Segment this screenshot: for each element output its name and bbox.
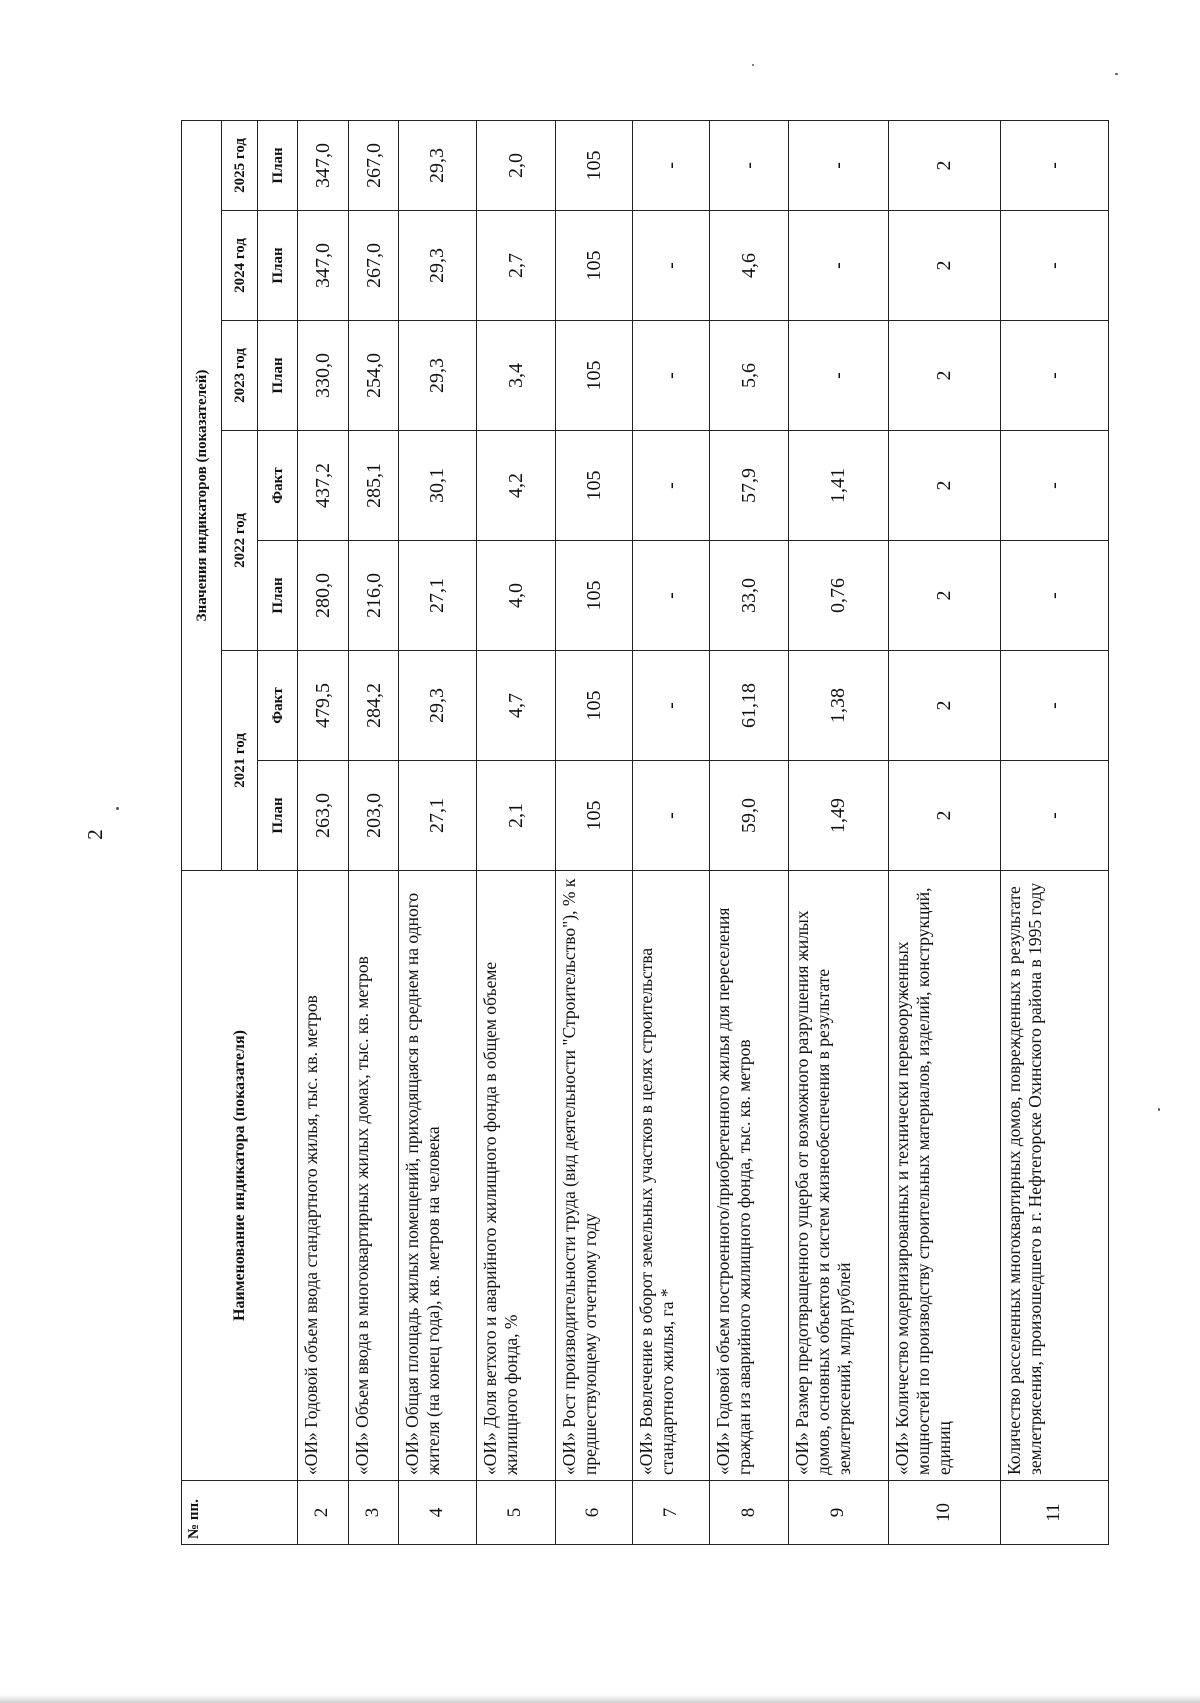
value-2021-fact: 29,3 [399, 651, 476, 761]
value-2023-plan: 105 [555, 321, 632, 431]
scan-speck [1158, 1108, 1160, 1111]
table-row [1000, 120, 1108, 1544]
row-number: 6 [555, 1481, 632, 1545]
value-2022-plan: 216,0 [348, 541, 399, 651]
table-row [888, 120, 1000, 1544]
value-2024-plan: - [1000, 211, 1108, 321]
value-2022-plan: - [632, 541, 709, 651]
table-row [632, 120, 709, 1544]
header-indicator-name: Наименование индикатора (показателя) [182, 871, 298, 1481]
indicator-name: «ОИ» Общая площадь жилых помещений, приходящаяся в среднем на одного жителя (на конец года), кв. метров на человека [399, 871, 476, 1481]
row-number: 5 [476, 1481, 555, 1545]
value-2021-plan: - [632, 761, 709, 871]
header-2022-plan: План [258, 541, 298, 651]
value-2021-fact: 479,5 [298, 651, 349, 761]
header-year-2024: 2024 год [222, 211, 258, 321]
header-year-2022: 2022 год [222, 431, 258, 651]
header-2025-plan: План [258, 120, 298, 210]
value-2023-plan: 5,6 [710, 321, 789, 431]
indicators-table [181, 120, 1109, 1545]
value-2024-plan: 29,3 [399, 211, 476, 321]
value-2024-plan: - [789, 211, 888, 321]
value-2021-fact: - [1000, 651, 1108, 761]
value-2025-plan: - [1000, 120, 1108, 210]
indicator-name: «ОИ» Объем ввода в многоквартирных жилых домах, тыс. кв. метров [348, 871, 399, 1481]
row-number: 8 [710, 1481, 789, 1545]
indicator-name: «ОИ» Годовой объем построенного/приобретенного жилья для переселения граждан из аварийного жилищного фонда, тыс. кв. метров [710, 871, 789, 1481]
page-number: 2 [82, 829, 107, 840]
value-2022-fact: 437,2 [298, 431, 349, 541]
value-2022-plan: 2 [888, 541, 1000, 651]
value-2023-plan: 254,0 [348, 321, 399, 431]
value-2022-fact: 105 [555, 431, 632, 541]
table-row [789, 120, 888, 1544]
value-2022-plan: - [1000, 541, 1108, 651]
scan-bottom-edge [0, 1695, 1200, 1703]
value-2021-fact: 1,38 [789, 651, 888, 761]
value-2024-plan: - [632, 211, 709, 321]
value-2021-plan: 105 [555, 761, 632, 871]
indicator-name: Количество расселенных многоквартирных домов, поврежденных в результате землетрясения, произошедшего в г. Нефтегорске Охинского района в 1995 году [1000, 871, 1108, 1481]
value-2022-plan: 280,0 [298, 541, 349, 651]
table-row [555, 120, 632, 1544]
row-number: 2 [298, 1481, 349, 1545]
indicator-name: «ОИ» Годовой объем ввода стандартного жилья, тыс. кв. метров [298, 871, 349, 1481]
scan-speck [1115, 73, 1118, 75]
value-2021-plan: 2,1 [476, 761, 555, 871]
row-number: 7 [632, 1481, 709, 1545]
value-2021-fact: - [632, 651, 709, 761]
value-2022-plan: 105 [555, 541, 632, 651]
value-2024-plan: 267,0 [348, 211, 399, 321]
value-2022-fact: - [1000, 431, 1108, 541]
header-values-group: Значения индикаторов (показателей) [182, 120, 222, 870]
value-2022-fact: 1,41 [789, 431, 888, 541]
value-2023-plan: 2 [888, 321, 1000, 431]
value-2025-plan: 105 [555, 120, 632, 210]
value-2021-plan: 27,1 [399, 761, 476, 871]
table-row [348, 120, 399, 1544]
header-2021-fact: Факт [258, 651, 298, 761]
indicators-table-frame [181, 121, 1109, 1545]
value-2023-plan: - [632, 321, 709, 431]
value-2021-fact: 2 [888, 651, 1000, 761]
row-number: 4 [399, 1481, 476, 1545]
table-row [476, 120, 555, 1544]
value-2023-plan: - [1000, 321, 1108, 431]
value-2024-plan: 2,7 [476, 211, 555, 321]
value-2021-fact: 284,2 [348, 651, 399, 761]
value-2022-fact: 2 [888, 431, 1000, 541]
value-2022-plan: 33,0 [710, 541, 789, 651]
value-2025-plan: - [710, 120, 789, 210]
header-year-2023: 2023 год [222, 321, 258, 431]
value-2022-fact: 30,1 [399, 431, 476, 541]
value-2025-plan: 347,0 [298, 120, 349, 210]
indicator-name: «ОИ» Рост производительности труда (вид деятельности "Строительство"), % к предшествующему отчетному году [555, 871, 632, 1481]
scan-speck [752, 64, 754, 66]
value-2021-fact: 105 [555, 651, 632, 761]
value-2022-plan: 27,1 [399, 541, 476, 651]
scan-speck [116, 807, 119, 810]
header-2021-plan: План [258, 761, 298, 871]
table-row [399, 120, 476, 1544]
header-2024-plan: План [258, 211, 298, 321]
value-2022-plan: 4,0 [476, 541, 555, 651]
value-2022-plan: 0,76 [789, 541, 888, 651]
value-2025-plan: - [789, 120, 888, 210]
value-2023-plan: 3,4 [476, 321, 555, 431]
table-row [710, 120, 789, 1544]
value-2024-plan: 105 [555, 211, 632, 321]
value-2025-plan: - [632, 120, 709, 210]
row-number: 11 [1000, 1481, 1108, 1545]
value-2024-plan: 2 [888, 211, 1000, 321]
row-number: 9 [789, 1481, 888, 1545]
value-2023-plan: 29,3 [399, 321, 476, 431]
value-2023-plan: - [789, 321, 888, 431]
indicator-name: «ОИ» Количество модернизированных и технически перевооруженных мощностей по производству строительных материалов, изделий, конструкций, единиц [888, 871, 1000, 1481]
header-number: № пп. [182, 1481, 298, 1545]
header-2023-plan: План [258, 321, 298, 431]
value-2022-fact: 57,9 [710, 431, 789, 541]
value-2025-plan: 2,0 [476, 120, 555, 210]
header-year-2025: 2025 год [222, 120, 258, 210]
header-2022-fact: Факт [258, 431, 298, 541]
value-2021-plan: 263,0 [298, 761, 349, 871]
value-2021-plan: 203,0 [348, 761, 399, 871]
value-2024-plan: 347,0 [298, 211, 349, 321]
row-number: 10 [888, 1481, 1000, 1545]
value-2025-plan: 29,3 [399, 120, 476, 210]
value-2021-plan: - [1000, 761, 1108, 871]
indicator-name: «ОИ» Доля ветхого и аварийного жилищного фонда в общем объеме жилищного фонда, % [476, 871, 555, 1481]
value-2024-plan: 4,6 [710, 211, 789, 321]
value-2021-fact: 61,18 [710, 651, 789, 761]
value-2021-plan: 1,49 [789, 761, 888, 871]
indicator-name: «ОИ» Вовлечение в оборот земельных участков в целях строительства стандартного жилья, га * [632, 871, 709, 1481]
value-2022-fact: 4,2 [476, 431, 555, 541]
value-2023-plan: 330,0 [298, 321, 349, 431]
indicator-name: «ОИ» Размер предотвращенного ущерба от возможного разрушения жилых домов, основных объектов и систем жизнеобеспечения в результате землетрясений, млрд рублей [789, 871, 888, 1481]
table-row [298, 120, 349, 1544]
value-2021-plan: 2 [888, 761, 1000, 871]
value-2025-plan: 267,0 [348, 120, 399, 210]
value-2021-plan: 59,0 [710, 761, 789, 871]
value-2022-fact: - [632, 431, 709, 541]
value-2025-plan: 2 [888, 120, 1000, 210]
value-2021-fact: 4,7 [476, 651, 555, 761]
header-year-2021: 2021 год [222, 651, 258, 871]
row-number: 3 [348, 1481, 399, 1545]
value-2022-fact: 285,1 [348, 431, 399, 541]
